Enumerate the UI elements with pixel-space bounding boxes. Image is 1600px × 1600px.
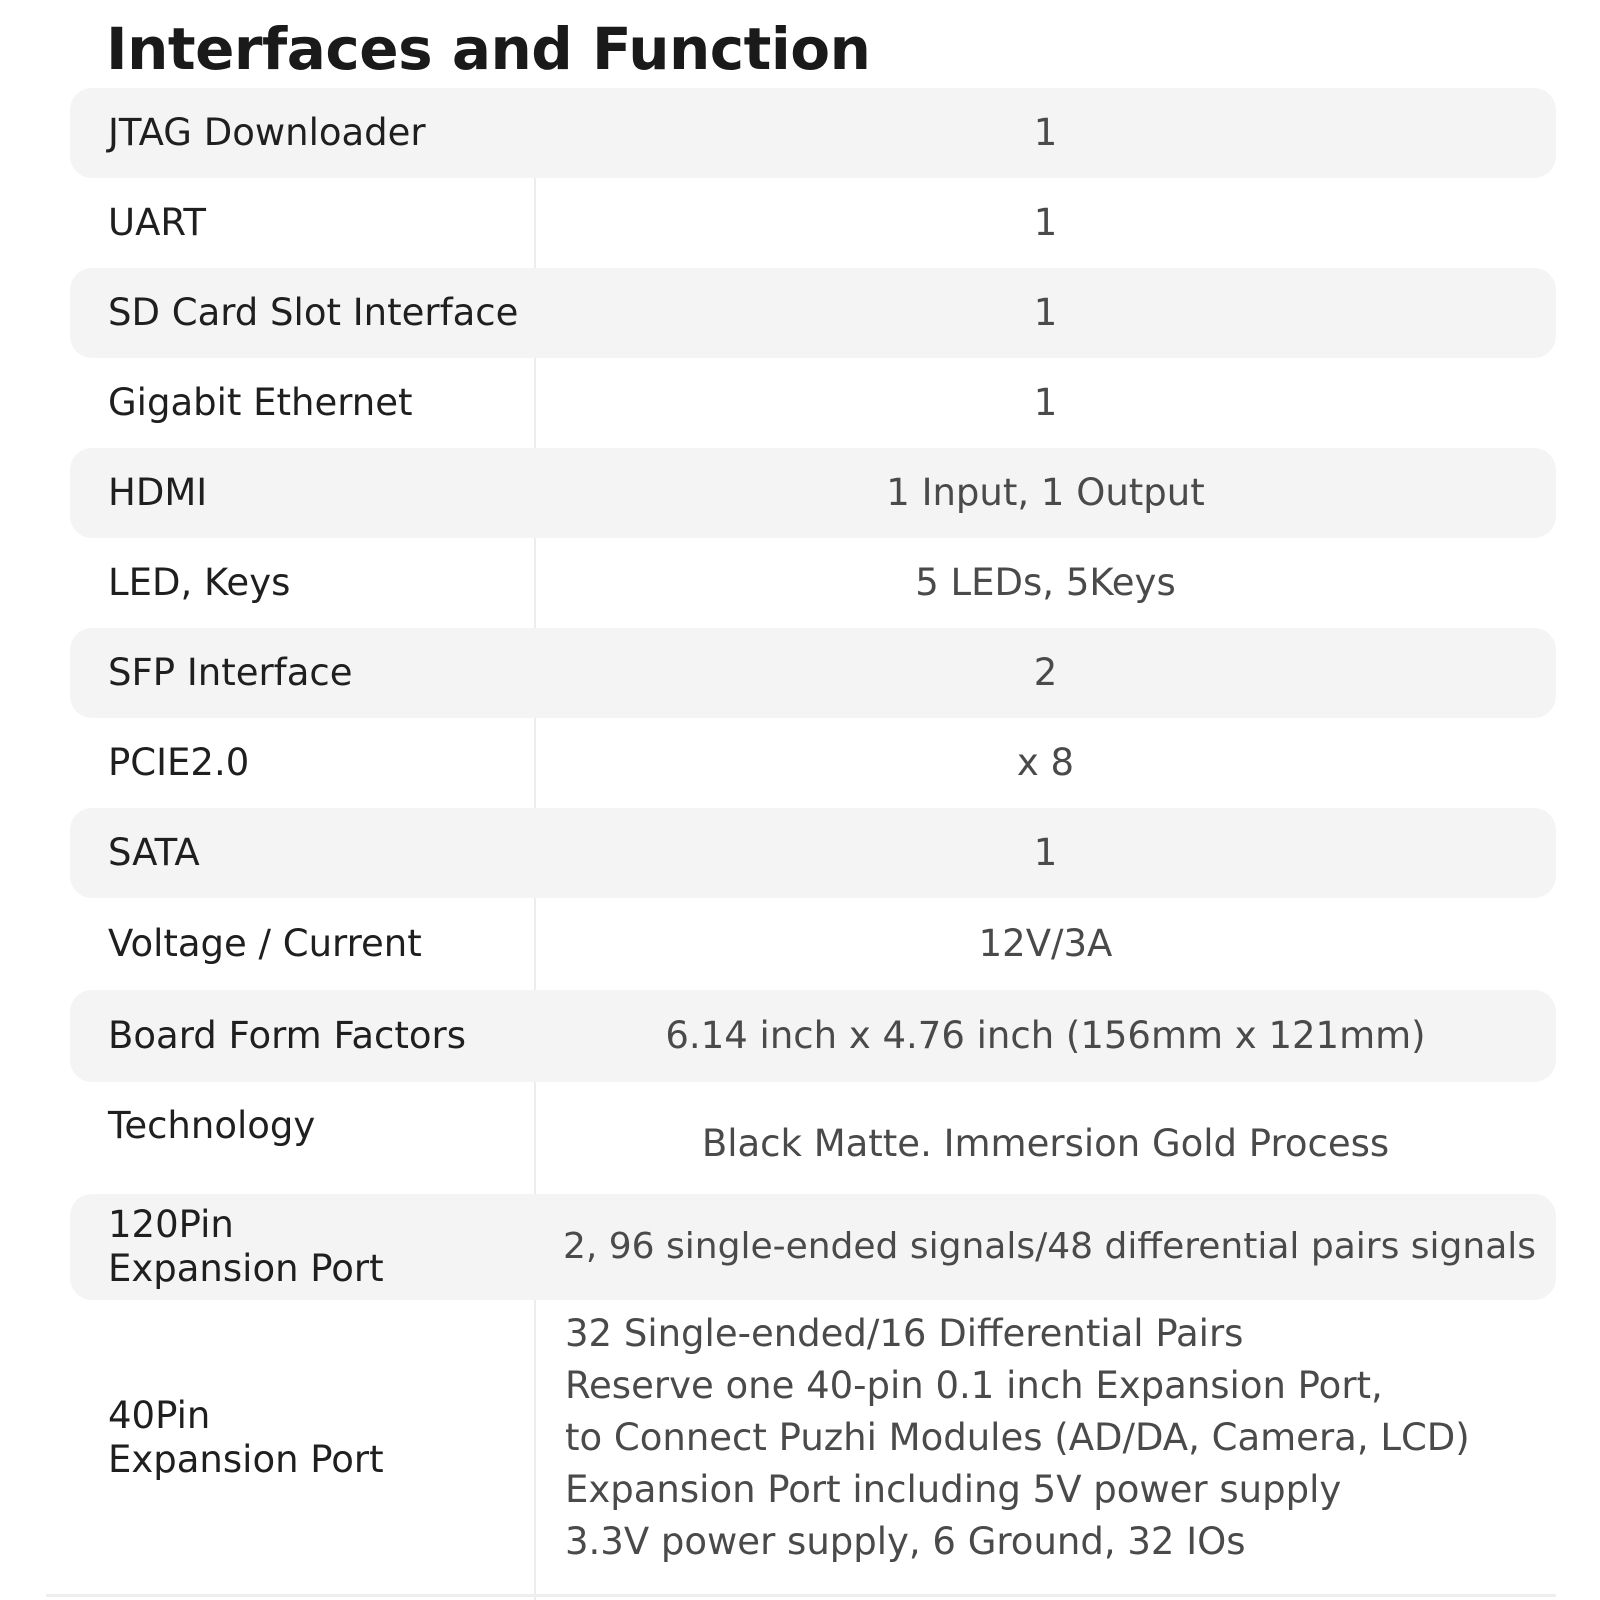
row-label: HDMI: [108, 471, 208, 514]
table-row: [70, 628, 1556, 718]
row-label: Gigabit Ethernet: [108, 381, 413, 424]
table-row: [70, 358, 1556, 448]
page-title: Interfaces and Function: [106, 15, 871, 83]
row-value: x 8: [1016, 741, 1075, 784]
row-value: 1: [1033, 291, 1058, 334]
row-label: 40Pin Expansion Port: [108, 1394, 384, 1481]
row-value: 32 Single-ended/16 Differential Pairs Reserve one 40-pin 0.1 inch Expansion Port, to Connect Puzhi Modules (AD/DA, Camera, LCD) Expansion Port including 5V power supply 3.3V power supply, 6 Ground, 32 IOs: [565, 1312, 1470, 1563]
row-value: 1: [1033, 381, 1058, 424]
table-row: [70, 718, 1556, 808]
row-label: SFP Interface: [108, 651, 353, 694]
table-row: [70, 88, 1556, 178]
table-row: [70, 990, 1556, 1082]
row-label: LED, Keys: [108, 561, 291, 604]
row-label: Technology: [108, 1104, 316, 1147]
table-row: [70, 538, 1556, 628]
row-value: 2: [1033, 651, 1058, 694]
table-row: [70, 1194, 1556, 1300]
row-label: 120Pin Expansion Port: [108, 1203, 384, 1290]
row-label: Voltage / Current: [108, 922, 422, 965]
row-value: 1: [1033, 201, 1058, 244]
row-value: 1: [1033, 831, 1058, 874]
table-row: [70, 898, 1556, 990]
row-label: SD Card Slot Interface: [108, 291, 519, 334]
table-row: [70, 1082, 1556, 1194]
row-value: 5 LEDs, 5Keys: [915, 561, 1176, 604]
spec-table: [70, 88, 1556, 1576]
table-row: [70, 1300, 1556, 1576]
row-value: 1: [1033, 111, 1058, 154]
row-label: UART: [108, 201, 207, 244]
row-value: 6.14 inch x 4.76 inch (156mm x 121mm): [665, 1014, 1426, 1057]
row-value: 2, 96 single-ended signals/48 differential pairs signals: [562, 1226, 1537, 1267]
row-label: Board Form Factors: [108, 1014, 467, 1057]
row-label: SATA: [108, 831, 200, 874]
bottom-rule: [46, 1594, 1556, 1597]
row-value: 12V/3A: [978, 922, 1113, 965]
table-row: [70, 808, 1556, 898]
table-row: [70, 268, 1556, 358]
table-row: [70, 178, 1556, 268]
row-value: 1 Input, 1 Output: [886, 471, 1205, 514]
table-row: [70, 448, 1556, 538]
row-label: JTAG Downloader: [108, 111, 426, 154]
row-label: PCIE2.0: [108, 741, 250, 784]
row-value: Black Matte. Immersion Gold Process: [701, 1122, 1390, 1165]
